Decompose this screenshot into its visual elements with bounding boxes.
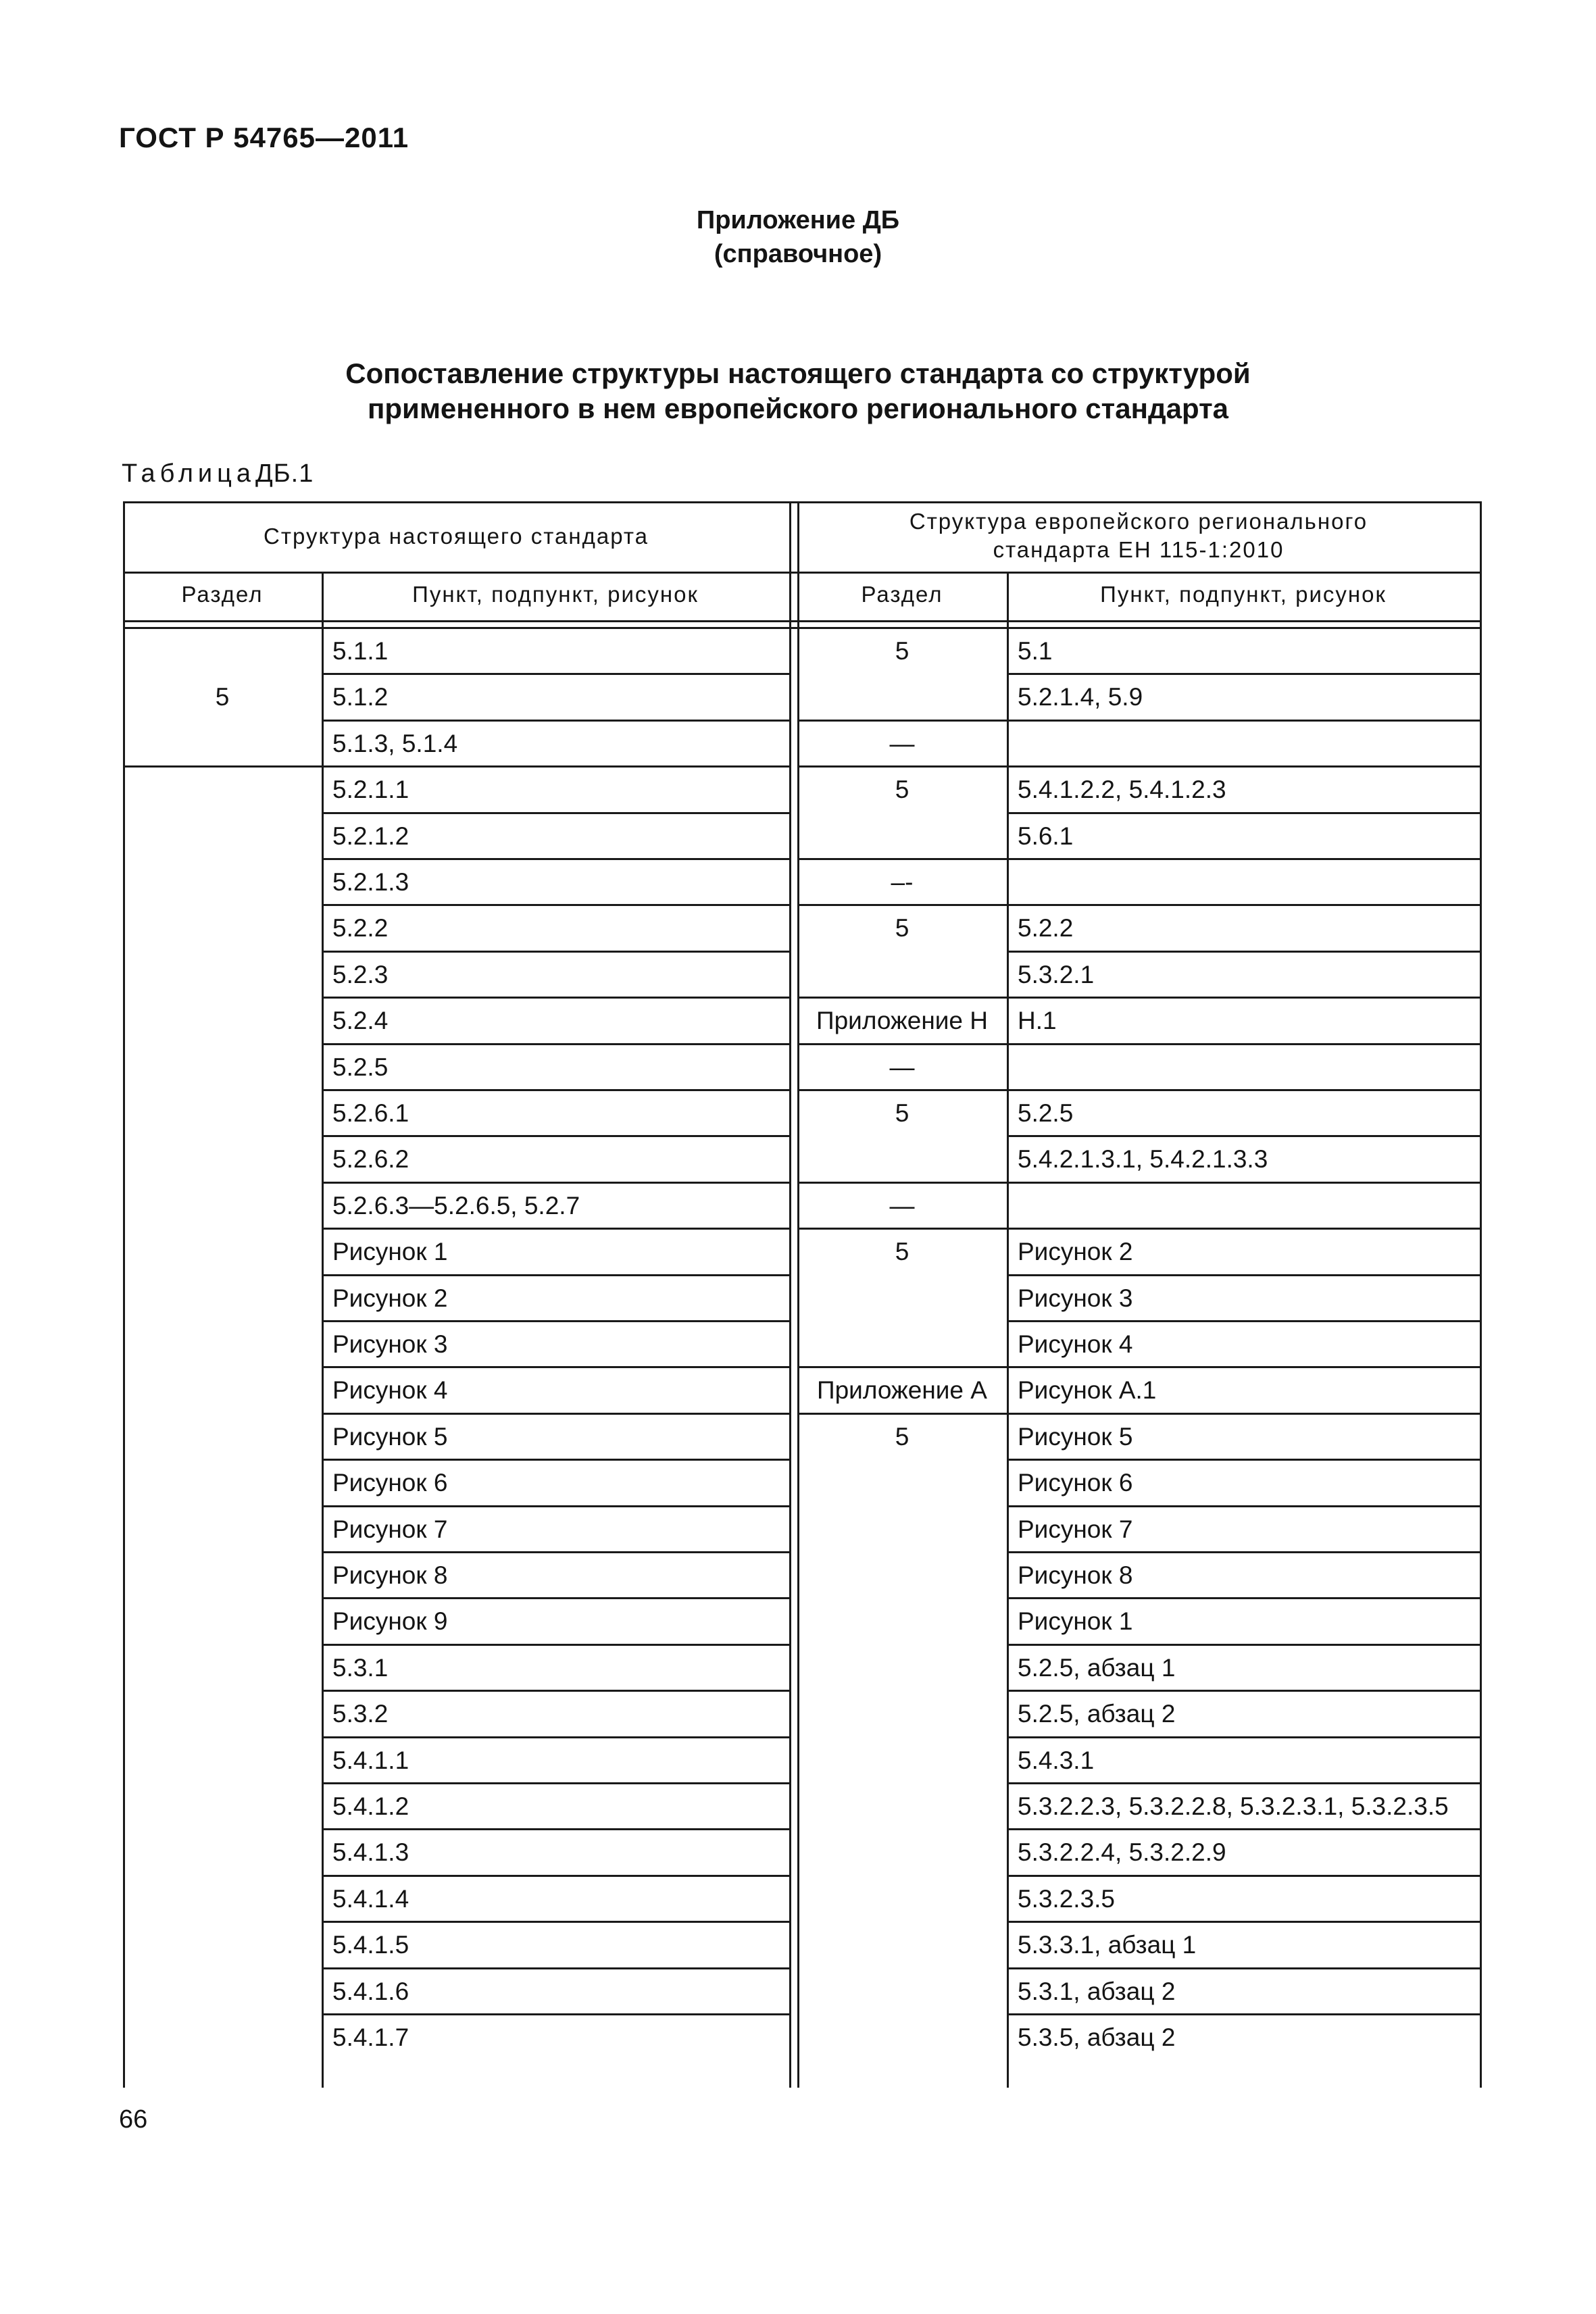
eu-clause-cell: 5.4.3.1 (1018, 1746, 1095, 1774)
appendix-title: Приложение ДБ (696, 206, 900, 234)
table-rule (322, 2013, 791, 2015)
table-rule (322, 1736, 791, 1738)
table-rule (797, 1182, 1009, 1184)
table-rule (1480, 501, 1482, 2088)
eu-section-cell: 5 (895, 914, 909, 942)
table-rule (1007, 1551, 1482, 1553)
table-rule (1007, 1089, 1482, 1091)
table-rule (1007, 765, 1482, 768)
eu-clause-cell: Рисунок 5 (1018, 1422, 1133, 1451)
clause-cell: 5.2.2 (332, 914, 389, 942)
eu-clause-cell: 5.2.5, абзац 1 (1018, 1653, 1176, 1682)
table-rule (322, 1413, 791, 1415)
table-rule (1007, 1644, 1482, 1646)
eu-clause-cell: Рисунок 2 (1018, 1238, 1133, 1266)
table-rule (797, 720, 1009, 722)
table-rule (1007, 1366, 1482, 1368)
table-rule (1007, 904, 1482, 906)
table-rule (797, 904, 1009, 906)
table-rule (1007, 720, 1482, 722)
table-rule (123, 572, 1482, 574)
clause-cell: 5.2.4 (332, 1007, 389, 1035)
eu-section-cell: 5 (895, 1099, 909, 1127)
eu-section-cell: — (889, 729, 915, 757)
table-rule (322, 1135, 791, 1137)
clause-cell: Рисунок 4 (332, 1376, 448, 1405)
eu-clause-cell: 5.3.3.1, абзац 1 (1018, 1931, 1197, 1959)
table-rule (1007, 1135, 1482, 1137)
table-rule (322, 1967, 791, 1969)
eu-clause-cell: 5.2.2 (1018, 914, 1074, 942)
table-rule (322, 1274, 791, 1276)
table-rule (123, 501, 125, 2088)
eu-clause-cell: Рисунок А.1 (1018, 1376, 1157, 1405)
table-rule (1007, 1182, 1482, 1184)
main-title-line2: примененного в нем европейского регионального стандарта (367, 393, 1229, 424)
table-rule (322, 904, 791, 906)
clause-cell: Рисунок 5 (332, 1422, 448, 1451)
clause-cell: 5.1.2 (332, 683, 389, 711)
clause-cell: 5.3.1 (332, 1653, 389, 1682)
eu-section-cell: 5 (895, 1422, 909, 1451)
clause-cell: 5.1.1 (332, 637, 389, 665)
eu-section-cell: 5 (895, 637, 909, 665)
table-rule (322, 1690, 791, 1692)
eu-section-cell: Приложение А (817, 1376, 987, 1405)
clause-cell: Рисунок 2 (332, 1284, 448, 1312)
table-rule (1007, 997, 1482, 999)
clause-cell: 5.2.6.1 (332, 1099, 409, 1127)
eu-clause-cell: Рисунок 1 (1018, 1607, 1133, 1636)
eu-clause-cell: Рисунок 4 (1018, 1330, 1133, 1358)
eu-clause-cell: 5.1 (1018, 637, 1053, 665)
eu-clause-cell: 5.6.1 (1018, 822, 1074, 850)
table-rule (322, 1505, 791, 1507)
eu-clause-cell: 5.2.5 (1018, 1099, 1074, 1127)
eu-clause-cell: Рисунок 3 (1018, 1284, 1133, 1312)
table-rule (797, 997, 1009, 999)
table-rule (123, 501, 1482, 503)
table-rule (1007, 673, 1482, 675)
table-rule (797, 1366, 1009, 1368)
table-rule (322, 1320, 791, 1322)
table-rule (1007, 1228, 1482, 1230)
left-section-label: 5 (215, 683, 230, 711)
table-rule (797, 1413, 1009, 1415)
eu-clause-cell: 5.4.2.1.3.1, 5.4.2.1.3.3 (1018, 1145, 1268, 1174)
table-rule (1007, 1597, 1482, 1599)
clause-cell: Рисунок 6 (332, 1469, 448, 1497)
table-rule (322, 673, 791, 675)
table-rule (322, 858, 791, 860)
table-rule (1007, 812, 1482, 814)
table-rule (1007, 1967, 1482, 1969)
clause-cell: 5.1.3, 5.1.4 (332, 729, 458, 757)
table-rule (1007, 1782, 1482, 1784)
eu-section-cell: — (889, 1191, 915, 1219)
table-caption-word: Таблица (122, 459, 255, 488)
table-rule (1007, 1736, 1482, 1738)
clause-cell: 5.4.1.7 (332, 2023, 409, 2051)
eu-clause-cell: 5.3.2.2.3, 5.3.2.2.8, 5.3.2.3.1, 5.3.2.3.5 (1018, 1792, 1449, 1820)
document-code: ГОСТ Р 54765—2011 (119, 122, 409, 153)
clause-cell: Рисунок 1 (332, 1238, 448, 1266)
eu-section-cell: — (889, 1053, 915, 1081)
table-rule (797, 765, 1009, 768)
table-rule (789, 501, 791, 2088)
table-rule (322, 1182, 791, 1184)
eu-section-cell: –- (891, 868, 914, 896)
clause-cell: 5.4.1.6 (332, 1977, 409, 2005)
clause-cell: 5.2.1.2 (332, 822, 409, 850)
table-rule (797, 858, 1009, 860)
table-rule (123, 765, 324, 768)
table-rule (322, 1921, 791, 1923)
table-rule (797, 501, 799, 2088)
clause-cell: Рисунок 7 (332, 1515, 448, 1543)
eu-clause-cell: 5.2.5, абзац 2 (1018, 1700, 1176, 1728)
table-rule (322, 1551, 791, 1553)
header-col-eu-section: Раздел (861, 582, 943, 607)
table-rule (322, 1828, 791, 1830)
header-right-group-line2: стандарта ЕН 115-1:2010 (993, 537, 1285, 562)
table-rule (322, 951, 791, 953)
table-rule (322, 1366, 791, 1368)
table-rule (1007, 858, 1482, 860)
eu-clause-cell: 5.3.2.2.4, 5.3.2.2.9 (1018, 1838, 1226, 1867)
clause-cell: Рисунок 3 (332, 1330, 448, 1358)
table-rule (322, 1597, 791, 1599)
eu-clause-cell: 5.4.1.2.2, 5.4.1.2.3 (1018, 776, 1226, 804)
clause-cell: Рисунок 8 (332, 1561, 448, 1589)
appendix-subtitle: (справочное) (714, 240, 882, 268)
clause-cell: 5.2.6.3—5.2.6.5, 5.2.7 (332, 1191, 580, 1219)
table-rule (797, 1228, 1009, 1230)
table-rule (322, 1228, 791, 1230)
clause-cell: 5.3.2 (332, 1700, 389, 1728)
eu-clause-cell: 5.3.2.1 (1018, 960, 1095, 988)
eu-clause-cell: 5.3.5, абзац 2 (1018, 2023, 1176, 2051)
table-rule (1007, 1413, 1482, 1415)
table-rule (1007, 1505, 1482, 1507)
clause-cell: 5.2.3 (332, 960, 389, 988)
eu-section-cell: 5 (895, 1238, 909, 1266)
eu-clause-cell: 5.3.1, абзац 2 (1018, 1977, 1176, 2005)
clause-cell: 5.2.1.3 (332, 868, 409, 896)
header-left-group: Структура настоящего стандарта (264, 524, 649, 549)
table-rule (123, 627, 1482, 629)
table-rule (322, 1644, 791, 1646)
clause-cell: 5.4.1.5 (332, 1931, 409, 1959)
table-rule (322, 1782, 791, 1784)
table-rule (123, 620, 1482, 622)
table-rule (1007, 1875, 1482, 1877)
table-rule (1007, 1043, 1482, 1045)
table-rule (797, 1089, 1009, 1091)
table-rule (1007, 951, 1482, 953)
header-col-section: Раздел (181, 582, 264, 607)
table-rule (322, 765, 791, 768)
table-rule (322, 997, 791, 999)
clause-cell: 5.4.1.1 (332, 1746, 409, 1774)
table-rule (1007, 1320, 1482, 1322)
clause-cell: 5.2.1.1 (332, 776, 409, 804)
table-rule (1007, 2013, 1482, 2015)
clause-cell: 5.2.5 (332, 1053, 389, 1081)
header-right-group-line1: Структура европейского регионального (909, 509, 1368, 534)
table-rule (1007, 1690, 1482, 1692)
table-rule (322, 1043, 791, 1045)
page-number: 66 (119, 2105, 148, 2134)
eu-clause-cell: Рисунок 6 (1018, 1469, 1133, 1497)
table-rule (322, 1875, 791, 1877)
clause-cell: Рисунок 9 (332, 1607, 448, 1636)
clause-cell: 5.4.1.4 (332, 1884, 409, 1913)
table-rule (1007, 1459, 1482, 1461)
eu-clause-cell: 5.3.2.3.5 (1018, 1884, 1116, 1913)
clause-cell: 5.4.1.3 (332, 1838, 409, 1867)
eu-clause-cell: Рисунок 8 (1018, 1561, 1133, 1589)
eu-section-cell: 5 (895, 776, 909, 804)
eu-section-cell: Приложение Н (816, 1007, 988, 1035)
table-rule (797, 1043, 1009, 1045)
table-rule (322, 1459, 791, 1461)
eu-clause-cell: Рисунок 7 (1018, 1515, 1133, 1543)
table-rule (1007, 1274, 1482, 1276)
main-title-line1: Сопоставление структуры настоящего стандарта со структурой (345, 357, 1251, 389)
header-col-eu-clause: Пункт, подпункт, рисунок (1100, 582, 1387, 607)
table-rule (322, 1089, 791, 1091)
table-rule (1007, 1828, 1482, 1830)
table-rule (322, 812, 791, 814)
table-rule (322, 572, 324, 2088)
eu-clause-cell: Н.1 (1018, 1007, 1057, 1035)
clause-cell: 5.4.1.2 (332, 1792, 409, 1820)
table-rule (322, 720, 791, 722)
clause-cell: 5.2.6.2 (332, 1145, 409, 1174)
header-col-clause: Пункт, подпункт, рисунок (412, 582, 699, 607)
table-rule (1007, 572, 1009, 2088)
table-caption-number: ДБ.1 (255, 459, 314, 488)
eu-clause-cell: 5.2.1.4, 5.9 (1018, 683, 1143, 711)
table-rule (1007, 1921, 1482, 1923)
